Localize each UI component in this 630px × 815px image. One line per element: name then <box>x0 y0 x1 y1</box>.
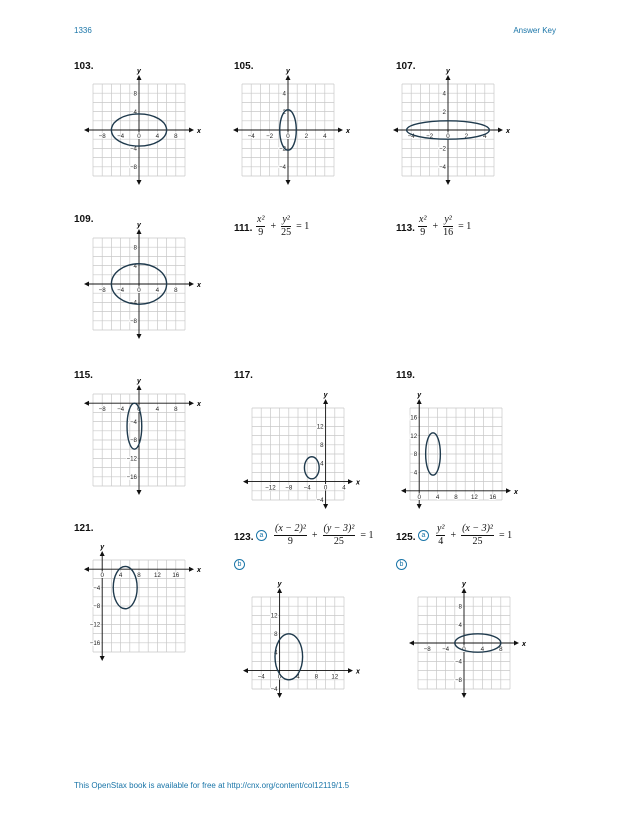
x-tick-label: 4 <box>480 646 485 653</box>
x-arrow-right <box>338 128 343 133</box>
y-tick-label: −16 <box>89 640 101 647</box>
x-axis-label: x <box>356 479 360 487</box>
problem-123-dot: . <box>250 532 254 543</box>
y-axis-label: y <box>137 222 141 229</box>
y-tick-label: 8 <box>458 603 462 611</box>
ellipse-curve <box>304 457 319 479</box>
y-arrow-down <box>277 693 282 698</box>
x-tick-label: 4 <box>296 673 300 681</box>
y-tick-label: −4 <box>454 658 462 666</box>
eq125-frac2 <box>461 524 494 547</box>
x-tick-label: 4 <box>342 484 346 492</box>
y-tick-label: −8 <box>129 318 137 325</box>
x-tick-label: 4 <box>155 287 160 294</box>
eq125-plus: + <box>450 530 457 541</box>
x-tick-label: 0 <box>100 572 104 580</box>
y-arrow-up <box>137 385 142 390</box>
y-tick-label: 8 <box>133 244 137 252</box>
eq125-frac1 <box>436 524 445 547</box>
y-arrow-down <box>417 504 422 509</box>
y-axis-label: y <box>462 581 466 588</box>
problem-111-dot: . <box>249 223 253 234</box>
y-arrow-down <box>137 180 142 185</box>
x-tick-label: 4 <box>155 406 160 414</box>
part-a-marker: a <box>256 530 267 541</box>
x-axis-label: x <box>346 128 350 135</box>
x-tick-label: 8 <box>314 673 319 681</box>
x-tick-label: −4 <box>442 646 450 653</box>
x-tick-label: −4 <box>257 673 265 681</box>
problem-119-label: 119 <box>396 370 413 381</box>
problem-113-label: 113 <box>396 223 413 234</box>
problem-number-117 <box>234 370 253 381</box>
y-arrow-down <box>286 180 291 185</box>
y-tick-label: −4 <box>129 145 137 153</box>
y-tick-label: 4 <box>282 90 286 98</box>
eq123-plus: + <box>311 530 318 541</box>
section-title: Answer Key <box>513 26 556 35</box>
y-tick-label: −8 <box>93 603 101 611</box>
x-arrow-left <box>393 128 398 133</box>
x-axis-label: x <box>506 128 510 135</box>
x-tick-label: 0 <box>137 406 141 414</box>
x-tick-label: 8 <box>174 133 178 140</box>
x-axis-label: x <box>197 567 201 575</box>
y-tick-label: 2 <box>282 108 286 116</box>
x-arrow-left <box>84 401 89 406</box>
y-tick-label: 12 <box>410 432 418 440</box>
eq113-plus: + <box>432 221 439 232</box>
x-tick-label: 0 <box>462 646 466 653</box>
graph-area <box>401 392 519 509</box>
problem-117-label: 117 <box>234 370 251 381</box>
y-arrow-up <box>137 229 142 234</box>
eq113-num1: x² <box>419 214 427 225</box>
y-arrow-up <box>277 588 282 593</box>
y-arrow-down <box>446 180 451 185</box>
x-tick-label: 12 <box>153 572 161 580</box>
eq113-frac2 <box>443 215 453 238</box>
y-arrow-down <box>100 656 105 661</box>
graph-area <box>243 392 361 509</box>
eq113-frac1 <box>418 215 427 238</box>
y-arrow-up <box>100 551 105 556</box>
x-arrow-left <box>401 488 406 493</box>
x-arrow-right <box>189 401 194 406</box>
problem-109-dot: . <box>90 214 94 225</box>
y-arrow-down <box>137 334 142 339</box>
problem-125-label: 125 <box>396 532 413 543</box>
x-tick-label: 4 <box>323 133 327 140</box>
y-tick-label: −4 <box>278 164 286 171</box>
x-tick-label: 4 <box>118 572 123 580</box>
graph-119 <box>396 394 516 514</box>
y-tick-label: −2 <box>278 145 286 153</box>
y-tick-label: −8 <box>129 164 137 171</box>
problem-119-dot: . <box>412 370 415 381</box>
graph-area <box>84 378 202 495</box>
x-tick-label: 4 <box>483 133 487 140</box>
graph-area <box>393 68 511 185</box>
problem-number-125 <box>396 532 415 543</box>
eq123-den1: 9 <box>287 536 293 547</box>
problem-121-label: 121 <box>74 523 91 534</box>
y-tick-label: 4 <box>133 262 137 270</box>
x-tick-label: 2 <box>464 133 469 140</box>
x-axis-label: x <box>356 668 360 676</box>
equation-113 <box>418 215 473 238</box>
problem-103-label: 103 <box>74 61 91 72</box>
problem-113-dot: . <box>412 223 415 234</box>
y-tick-label: 4 <box>458 621 462 629</box>
y-tick-label: −12 <box>126 455 137 463</box>
y-tick-label: −4 <box>438 164 446 171</box>
y-arrow-down <box>137 490 142 495</box>
eq111-frac1 <box>256 215 265 238</box>
eq111-frac2 <box>281 215 291 238</box>
eq123-num1: (x − 2)² <box>275 523 306 534</box>
y-tick-label: 8 <box>320 442 324 449</box>
x-axis-label: x <box>514 488 518 496</box>
eq123-rhs: = 1 <box>360 530 374 541</box>
graph-area <box>233 68 351 185</box>
eq125-num1: y² <box>437 523 445 534</box>
y-tick-label: 16 <box>410 414 418 422</box>
x-arrow-left <box>243 668 248 673</box>
x-tick-label: −8 <box>285 484 293 492</box>
problem-105-dot: . <box>250 61 254 72</box>
x-axis-label: x <box>522 641 526 648</box>
y-tick-label: −16 <box>126 474 137 481</box>
equation-123 <box>256 524 376 547</box>
y-arrow-up <box>417 399 422 404</box>
problem-107-dot: . <box>412 61 416 72</box>
y-axis-label: y <box>286 68 290 75</box>
x-arrow-right <box>514 641 519 646</box>
x-tick-label: 8 <box>454 493 458 501</box>
graph-area <box>243 581 361 698</box>
graph-area <box>409 581 527 698</box>
y-tick-label: −2 <box>438 145 446 153</box>
eq113-num2: y² <box>444 214 452 225</box>
x-arrow-left <box>84 282 89 287</box>
x-arrow-right <box>348 668 353 673</box>
equation-111 <box>256 215 311 238</box>
x-tick-label: 12 <box>331 673 339 681</box>
page-number: 1336 <box>74 26 92 35</box>
problem-123-label: 123 <box>234 532 251 543</box>
graph-117 <box>238 394 358 514</box>
x-arrow-right <box>189 128 194 133</box>
x-tick-label: 8 <box>174 406 178 414</box>
x-tick-label: 0 <box>417 493 421 501</box>
x-tick-label: 8 <box>499 646 503 653</box>
y-tick-label: 2 <box>442 108 446 116</box>
graph-107 <box>388 70 508 190</box>
y-axis-label: y <box>137 378 141 385</box>
y-tick-label: −8 <box>129 437 137 445</box>
y-tick-label: 12 <box>270 612 278 620</box>
part-b-marker: b <box>234 559 245 570</box>
x-tick-label: 0 <box>323 484 328 492</box>
problem-number-121 <box>74 523 93 534</box>
y-tick-label: −4 <box>270 686 278 694</box>
y-tick-label: −4 <box>93 584 101 592</box>
eq113-den1: 9 <box>420 227 426 238</box>
y-axis-label: y <box>100 544 105 551</box>
problem-number-113 <box>396 223 415 234</box>
y-arrow-down <box>462 693 467 698</box>
eq111-num2: y² <box>282 214 290 225</box>
y-tick-label: 8 <box>274 631 278 638</box>
x-tick-label: −2 <box>426 133 434 140</box>
y-axis-label: y <box>277 581 282 588</box>
problem-115-dot: . <box>90 370 93 381</box>
problem-125-dot: . <box>412 532 416 543</box>
problem-111-label: 111 <box>234 223 250 234</box>
x-tick-label: −8 <box>423 646 431 653</box>
problem-number-111 <box>234 223 252 234</box>
eq125-den1: 4 <box>438 536 444 547</box>
graph-103 <box>79 70 199 190</box>
y-tick-label: 8 <box>413 451 418 459</box>
x-tick-label: 4 <box>435 493 440 501</box>
x-tick-label: 0 <box>137 133 141 140</box>
y-arrow-down <box>323 504 328 509</box>
problem-103-dot: . <box>90 61 94 72</box>
y-tick-label: 4 <box>133 108 137 116</box>
eq125-den2: 25 <box>472 536 483 547</box>
eq125-rhs: = 1 <box>498 530 513 541</box>
x-arrow-right <box>498 128 503 133</box>
x-tick-label: −4 <box>303 484 311 492</box>
equation-125 <box>418 524 514 547</box>
x-tick-label: 4 <box>155 133 160 140</box>
x-arrow-right <box>189 282 194 287</box>
x-arrow-right <box>348 479 353 484</box>
y-arrow-up <box>462 588 467 593</box>
y-tick-label: −12 <box>89 621 101 629</box>
graph-area <box>84 544 202 661</box>
graph-109 <box>79 224 199 344</box>
x-tick-label: 0 <box>277 673 282 681</box>
x-tick-label: 0 <box>137 287 141 294</box>
graph-area <box>84 222 202 339</box>
y-tick-label: 4 <box>442 90 446 98</box>
x-tick-label: −8 <box>98 133 106 140</box>
x-tick-label: −4 <box>117 406 125 414</box>
x-arrow-left <box>243 479 248 484</box>
x-tick-label: 8 <box>174 287 178 294</box>
graph-121 <box>79 546 199 666</box>
x-tick-label: −2 <box>266 133 274 140</box>
eq111-den2: 25 <box>281 227 292 238</box>
problem-105-label: 105 <box>234 61 251 72</box>
y-tick-label: 4 <box>274 649 278 657</box>
graph-115 <box>79 380 199 500</box>
eq123-den2: 25 <box>333 536 344 547</box>
x-arrow-left <box>409 641 414 646</box>
y-tick-label: −4 <box>129 299 137 307</box>
eq123-num2: (y − 3)² <box>323 523 355 534</box>
problem-117-dot: . <box>250 370 253 381</box>
graph-area <box>84 68 202 185</box>
eq111-plus: + <box>270 221 277 232</box>
graph-123 <box>238 583 358 703</box>
x-tick-label: 0 <box>446 133 450 140</box>
x-tick-label: 12 <box>470 493 478 501</box>
x-tick-label: 16 <box>172 572 180 580</box>
problem-121-dot: . <box>90 523 94 534</box>
y-tick-label: 12 <box>316 423 324 431</box>
y-arrow-up <box>137 75 142 80</box>
y-arrow-up <box>323 399 328 404</box>
x-arrow-left <box>233 128 238 133</box>
y-axis-label: y <box>323 392 328 399</box>
graph-105 <box>228 70 348 190</box>
part-b-123 <box>234 553 249 571</box>
x-tick-label: −4 <box>247 133 255 140</box>
x-tick-label: −4 <box>117 287 125 294</box>
y-axis-label: y <box>446 68 450 75</box>
part-a-marker: a <box>418 530 429 541</box>
part-b-125 <box>396 553 411 571</box>
x-tick-label: −4 <box>117 133 125 140</box>
problem-number-119 <box>396 370 415 381</box>
eq111-rhs: = 1 <box>296 221 310 232</box>
x-tick-label: −8 <box>98 406 106 414</box>
eq123-frac2 <box>323 524 356 547</box>
y-axis-label: y <box>137 68 141 75</box>
problem-109-label: 109 <box>74 214 91 225</box>
x-tick-label: −4 <box>407 133 415 140</box>
eq113-rhs: = 1 <box>458 221 472 232</box>
eq113-den2: 16 <box>443 227 454 238</box>
x-tick-label: 0 <box>286 133 290 140</box>
x-axis-label: x <box>197 128 201 135</box>
y-axis-label: y <box>417 392 422 399</box>
problem-107-label: 107 <box>396 61 413 72</box>
x-axis-label: x <box>197 282 201 289</box>
y-arrow-up <box>446 75 451 80</box>
y-tick-label: 4 <box>413 469 418 477</box>
footer-note: This OpenStax book is available for free at http://cnx.org/content/col12119/1.5 <box>74 781 350 790</box>
eq111-num1: x² <box>257 214 265 225</box>
eq111-den1: 9 <box>258 227 264 238</box>
x-tick-label: 16 <box>489 493 497 501</box>
problem-115-label: 115 <box>74 370 91 381</box>
graph-125 <box>404 583 524 703</box>
x-arrow-right <box>506 488 511 493</box>
y-arrow-up <box>286 75 291 80</box>
y-tick-label: 4 <box>320 460 324 468</box>
x-tick-label: 8 <box>137 572 141 580</box>
part-b-marker: b <box>396 559 407 570</box>
x-tick-label: −12 <box>265 484 276 492</box>
problem-number-123 <box>234 532 253 543</box>
x-arrow-left <box>84 567 89 572</box>
eq123-frac1 <box>274 524 307 547</box>
x-arrow-left <box>84 128 89 133</box>
x-tick-label: 2 <box>304 133 309 140</box>
y-tick-label: 8 <box>133 90 137 98</box>
y-tick-label: −4 <box>129 418 137 426</box>
eq125-num2: (x − 3)² <box>462 523 493 534</box>
y-tick-label: −4 <box>316 497 324 505</box>
x-arrow-right <box>189 567 194 572</box>
x-tick-label: −8 <box>98 287 106 294</box>
x-axis-label: x <box>197 401 201 409</box>
y-tick-label: −8 <box>454 677 462 684</box>
